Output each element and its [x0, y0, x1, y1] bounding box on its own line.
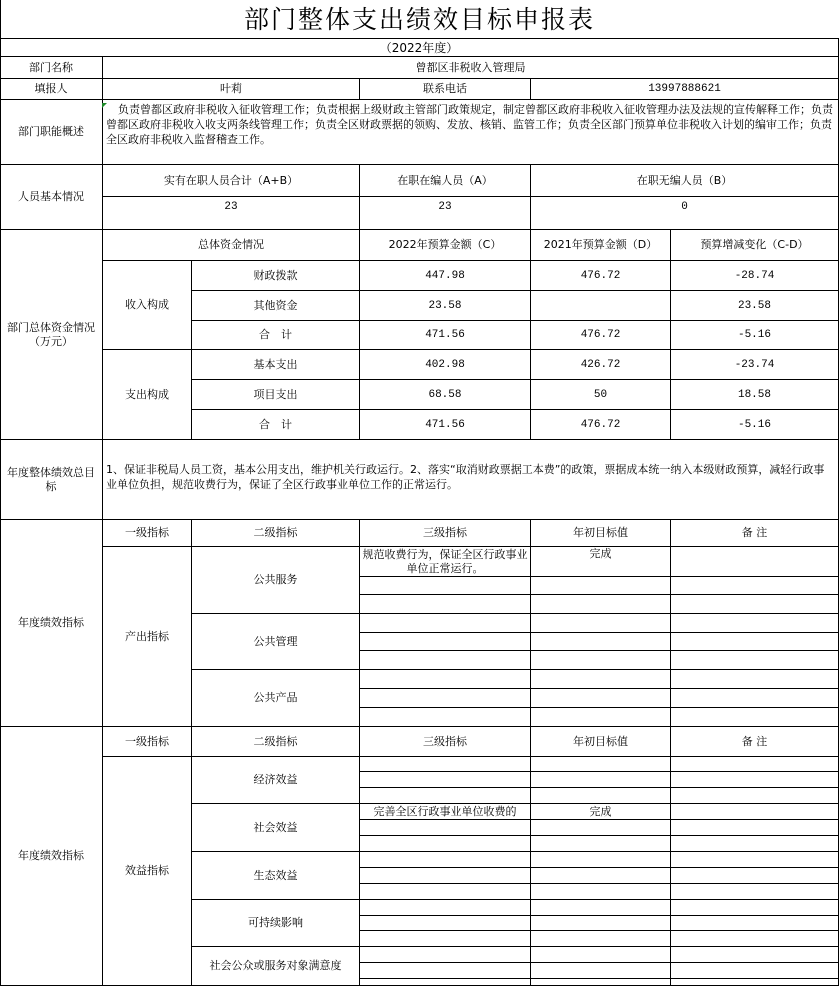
benefit-target [531, 931, 671, 947]
benefit-target [531, 868, 671, 884]
output-level1: 产出指标 [103, 547, 192, 727]
income-label: 收入构成 [103, 261, 192, 350]
output-group-name: 公共管理 [192, 614, 360, 670]
benefit-header-target: 年初目标值 [531, 727, 671, 757]
expense-row-diff: 18.58 [671, 380, 839, 410]
benefit-indicator [360, 884, 531, 900]
filler-value: 叶莉 [103, 79, 360, 100]
phone-value: 13997888621 [531, 79, 839, 100]
benefit-indicator [360, 916, 531, 931]
expense-row-name: 项目支出 [192, 380, 360, 410]
output-remark [671, 577, 839, 595]
goal-label: 年度整体绩效总目标 [0, 440, 103, 520]
benefit-header-level1: 一级指标 [103, 727, 192, 757]
benefit-indicator [360, 820, 531, 836]
income-row-diff: -28.74 [671, 261, 839, 291]
benefit-indicator: 完善全区行政事业单位收费的 [360, 804, 531, 820]
benefit-header-level2: 二级指标 [192, 727, 360, 757]
benefit-indicator [360, 788, 531, 804]
income-total-c: 471.56 [360, 321, 531, 350]
benefit-target [531, 963, 671, 979]
benefit-target [531, 757, 671, 772]
funds-header-group: 总体资金情况 [103, 230, 360, 261]
output-header-level1: 一级指标 [103, 520, 192, 547]
funds-header-d: 2021年预算金额（D） [531, 230, 671, 261]
benefit-indicator [360, 900, 531, 916]
benefit-indicator [360, 772, 531, 788]
benefit-remark [671, 820, 839, 836]
benefit-header-remark: 备 注 [671, 727, 839, 757]
benefit-target [531, 852, 671, 868]
output-indicator [360, 614, 531, 633]
benefit-target [531, 820, 671, 836]
dept-name-value: 曾都区非税收入管理局 [103, 57, 839, 79]
benefit-target [531, 772, 671, 788]
output-group-name: 公共产品 [192, 670, 360, 727]
output-section-label: 年度绩效指标 [0, 520, 103, 727]
expense-label: 支出构成 [103, 350, 192, 440]
benefit-group-name: 社会公众或服务对象满意度 [192, 947, 360, 986]
expense-row-d: 50 [531, 380, 671, 410]
benefit-remark [671, 963, 839, 979]
benefit-group-name: 社会效益 [192, 804, 360, 852]
benefit-remark [671, 947, 839, 963]
benefit-level1: 效益指标 [103, 757, 192, 986]
output-indicator [360, 595, 531, 614]
expense-row-d: 426.72 [531, 350, 671, 380]
benefit-remark [671, 836, 839, 852]
staff-value-total: 23 [103, 197, 360, 230]
phone-label: 联系电话 [360, 79, 531, 100]
benefit-remark [671, 852, 839, 868]
output-indicator [360, 651, 531, 670]
output-remark [671, 651, 839, 670]
benefit-section-label: 年度绩效指标 [0, 727, 103, 986]
form-year: （2022年度） [0, 39, 839, 57]
staff-header-a: 在职在编人员（A） [360, 165, 531, 197]
output-indicator [360, 670, 531, 689]
output-header-target: 年初目标值 [531, 520, 671, 547]
duty-text: 负责曾都区政府非税收入征收管理工作；负责根据上级财政主管部门政策规定，制定曾都区政府非税收入征收管理办法及法规的宣传解释工作；负责曾都区政府非税收入收支两条线管理工作；负责全区财政票据的领购、发放、核销、监管工作；负责全区部门预算单位非税收入计划的编审工作；负责全区政府非税收入监督稽查工作。 [103, 100, 839, 165]
income-row-diff: 23.58 [671, 291, 839, 321]
benefit-indicator [360, 931, 531, 947]
benefit-remark [671, 757, 839, 772]
benefit-remark [671, 900, 839, 916]
income-row-d: 476.72 [531, 261, 671, 291]
benefit-target [531, 916, 671, 931]
funds-label: 部门总体资金情况（万元） [0, 230, 103, 440]
benefit-indicator [360, 757, 531, 772]
benefit-target [531, 979, 671, 986]
benefit-group-name: 经济效益 [192, 757, 360, 804]
funds-header-c: 2022年预算金额（C） [360, 230, 531, 261]
expense-total-diff: -5.16 [671, 410, 839, 440]
benefit-indicator [360, 852, 531, 868]
benefit-remark [671, 979, 839, 986]
income-total-d: 476.72 [531, 321, 671, 350]
staff-value-b: 0 [531, 197, 839, 230]
benefit-remark [671, 884, 839, 900]
benefit-indicator [360, 868, 531, 884]
output-remark [671, 633, 839, 651]
benefit-indicator [360, 947, 531, 963]
income-total-name: 合 计 [192, 321, 360, 350]
benefit-indicator [360, 963, 531, 979]
benefit-target [531, 947, 671, 963]
output-target [531, 577, 671, 595]
expense-row-diff: -23.74 [671, 350, 839, 380]
staff-value-a: 23 [360, 197, 531, 230]
output-indicator [360, 633, 531, 651]
benefit-target: 完成 [531, 804, 671, 820]
expense-total-d: 476.72 [531, 410, 671, 440]
funds-header-diff: 预算增减变化（C-D） [671, 230, 839, 261]
output-target [531, 651, 671, 670]
income-row-c: 23.58 [360, 291, 531, 321]
benefit-target [531, 788, 671, 804]
benefit-remark [671, 804, 839, 820]
output-indicator [360, 708, 531, 727]
expense-total-c: 471.56 [360, 410, 531, 440]
expense-total-name: 合 计 [192, 410, 360, 440]
output-remark [671, 614, 839, 633]
output-target [531, 670, 671, 689]
output-remark [671, 708, 839, 727]
income-row-name: 财政拨款 [192, 261, 360, 291]
output-target [531, 633, 671, 651]
income-total-diff: -5.16 [671, 321, 839, 350]
output-remark [671, 670, 839, 689]
benefit-remark [671, 931, 839, 947]
output-target: 完成 [531, 547, 671, 577]
income-row-d [531, 291, 671, 321]
income-row-c: 447.98 [360, 261, 531, 291]
benefit-indicator [360, 979, 531, 986]
output-header-level3: 三级指标 [360, 520, 531, 547]
staff-header-b: 在职无编人员（B） [531, 165, 839, 197]
output-target [531, 708, 671, 727]
benefit-remark [671, 868, 839, 884]
benefit-remark [671, 916, 839, 931]
benefit-group-name: 可持续影响 [192, 900, 360, 947]
benefit-target [531, 900, 671, 916]
benefit-group-name: 生态效益 [192, 852, 360, 900]
benefit-remark [671, 788, 839, 804]
benefit-remark [671, 772, 839, 788]
expense-row-c: 402.98 [360, 350, 531, 380]
income-row-name: 其他资金 [192, 291, 360, 321]
output-remark [671, 595, 839, 614]
form-title: 部门整体支出绩效目标申报表 [243, 4, 595, 34]
output-target [531, 595, 671, 614]
benefit-target [531, 836, 671, 852]
duty-label: 部门职能概述 [0, 100, 103, 165]
output-indicator: 规范收费行为，保证全区行政事业单位正常运行。 [360, 547, 531, 577]
output-header-level2: 二级指标 [192, 520, 360, 547]
goal-text: 1、保证非税局人员工资，基本公用支出，维护机关行政运行。2、落实“取消财政票据工本费”的政策，票据成本统一纳入本级财政预算，减轻行政事业单位负担，规范收费行为，保证了全区行政事业单位工作的正常运行。 [103, 440, 839, 520]
benefit-target [531, 884, 671, 900]
output-remark [671, 547, 839, 577]
output-header-remark: 备 注 [671, 520, 839, 547]
output-target [531, 614, 671, 633]
output-indicator [360, 577, 531, 595]
benefit-header-level3: 三级指标 [360, 727, 531, 757]
output-group-name: 公共服务 [192, 547, 360, 614]
dept-name-label: 部门名称 [0, 57, 103, 79]
staff-label: 人员基本情况 [0, 165, 103, 230]
benefit-indicator [360, 836, 531, 852]
output-target [531, 689, 671, 708]
filler-label: 填报人 [0, 79, 103, 100]
comment-marker-icon [102, 103, 107, 108]
expense-row-c: 68.58 [360, 380, 531, 410]
staff-header-total: 实有在职人员合计（A+B） [103, 165, 360, 197]
expense-row-name: 基本支出 [192, 350, 360, 380]
output-indicator [360, 689, 531, 708]
output-remark [671, 689, 839, 708]
